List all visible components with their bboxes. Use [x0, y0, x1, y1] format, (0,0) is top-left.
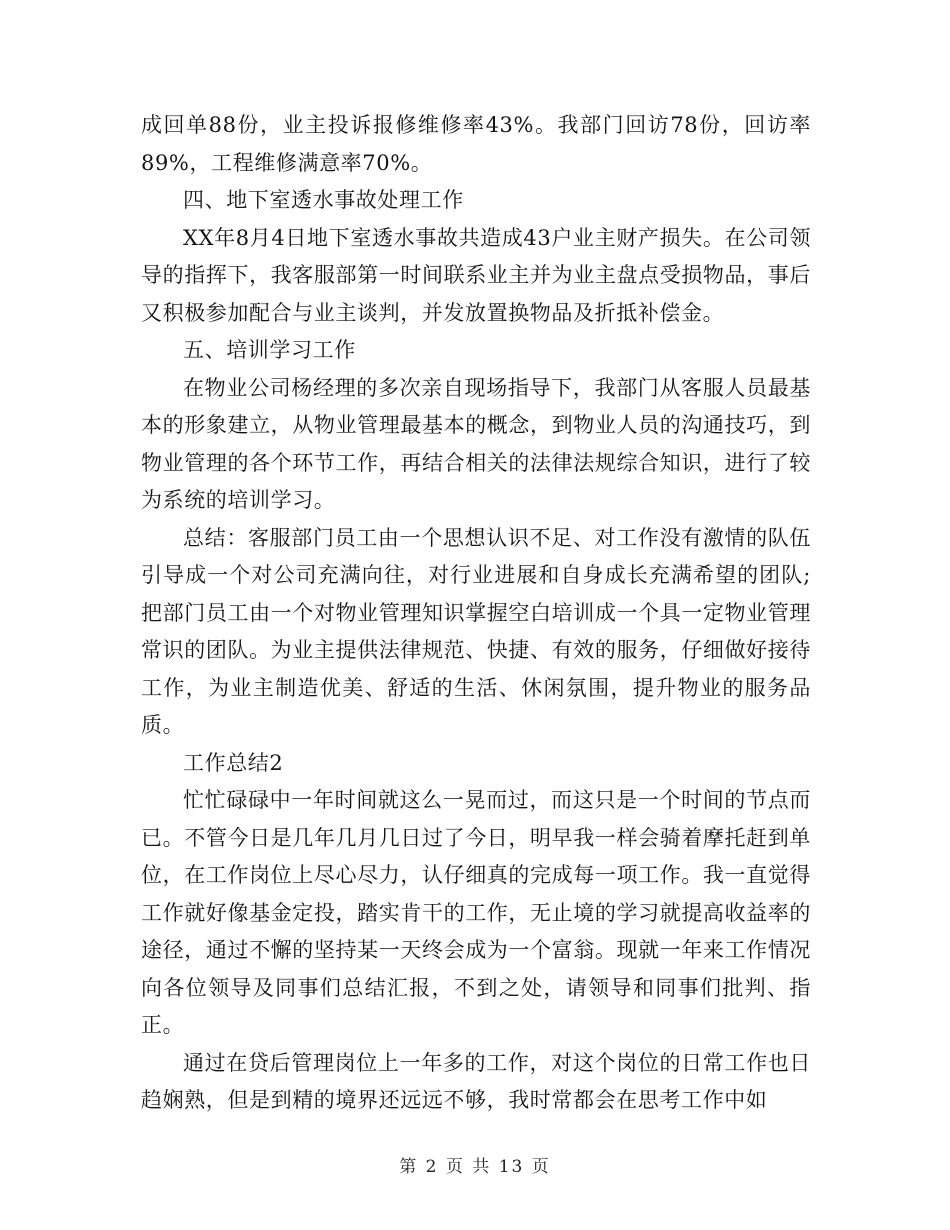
paragraph-training: 在物业公司杨经理的多次亲自现场指导下，我部门从客服人员最基本的形象建立，从物业管理最基本的概念，到物业人员的沟通技巧，到物业管理的各个环节工作，再结合相关的法律法规综合知识，进行了较为系统的培训学习。	[141, 375, 811, 512]
document-body	[141, 107, 811, 1120]
section-heading-work-summary-2: 工作总结2	[183, 750, 284, 775]
section-heading-basement-leak: 四、地下室透水事故处理工作	[183, 188, 464, 212]
paragraph-year-review: 忙忙碌碌中一年时间就这么一晃而过，而这只是一个时间的节点而已。不管今日是几年几月几日过了今日，明早我一样会骑着摩托赶到单位，在工作岗位上尽心尽力，认仔细真的完成每一项工作。我一直觉得工作就好像基金定投，踏实肯干的工作，无止境的学习就提高收益率的途径，通过不懈的坚持某一天终会成为一个富翁。现就一年来工作情况向各位领导及同事们总结汇报，不到之处，请领导和同事们批判、指正。	[141, 788, 811, 1037]
page-number-footer: 第 2 页 共 13 页	[399, 1157, 551, 1177]
paragraph-continuation: 成回单88份，业主投诉报修维修率43%。我部门回访78份，回访率89%，工程维修满意率70%。	[141, 113, 811, 175]
paragraph-summary: 总结：客服部门员工由一个思想认识不足、对工作没有激情的队伍引导成一个对公司充满向往，对行业进展和自身成长充满希望的团队;把部门员工由一个对物业管理知识掌握空白培训成一个具一定物业管理常识的团队。为业主提供法律规范、快捷、有效的服务，仔细做好接待工作，为业主制造优美、舒适的生活、休闲氛围，提升物业的服务品质。	[141, 525, 811, 737]
paragraph-basement-leak: XX年8月4日地下室透水事故共造成43户业主财产损失。在公司领导的指挥下，我客服部第一时间联系业主并为业主盘点受损物品，事后又积极参加配合与业主谈判，并发放置换物品及折抵补偿金。	[141, 225, 811, 325]
paragraph-post-loan: 通过在贷后管理岗位上一年多的工作，对这个岗位的日常工作也日趋娴熟，但是到精的境界还远远不够，我时常都会在思考工作中如	[141, 1050, 811, 1112]
section-heading-training: 五、培训学习工作	[183, 338, 356, 362]
